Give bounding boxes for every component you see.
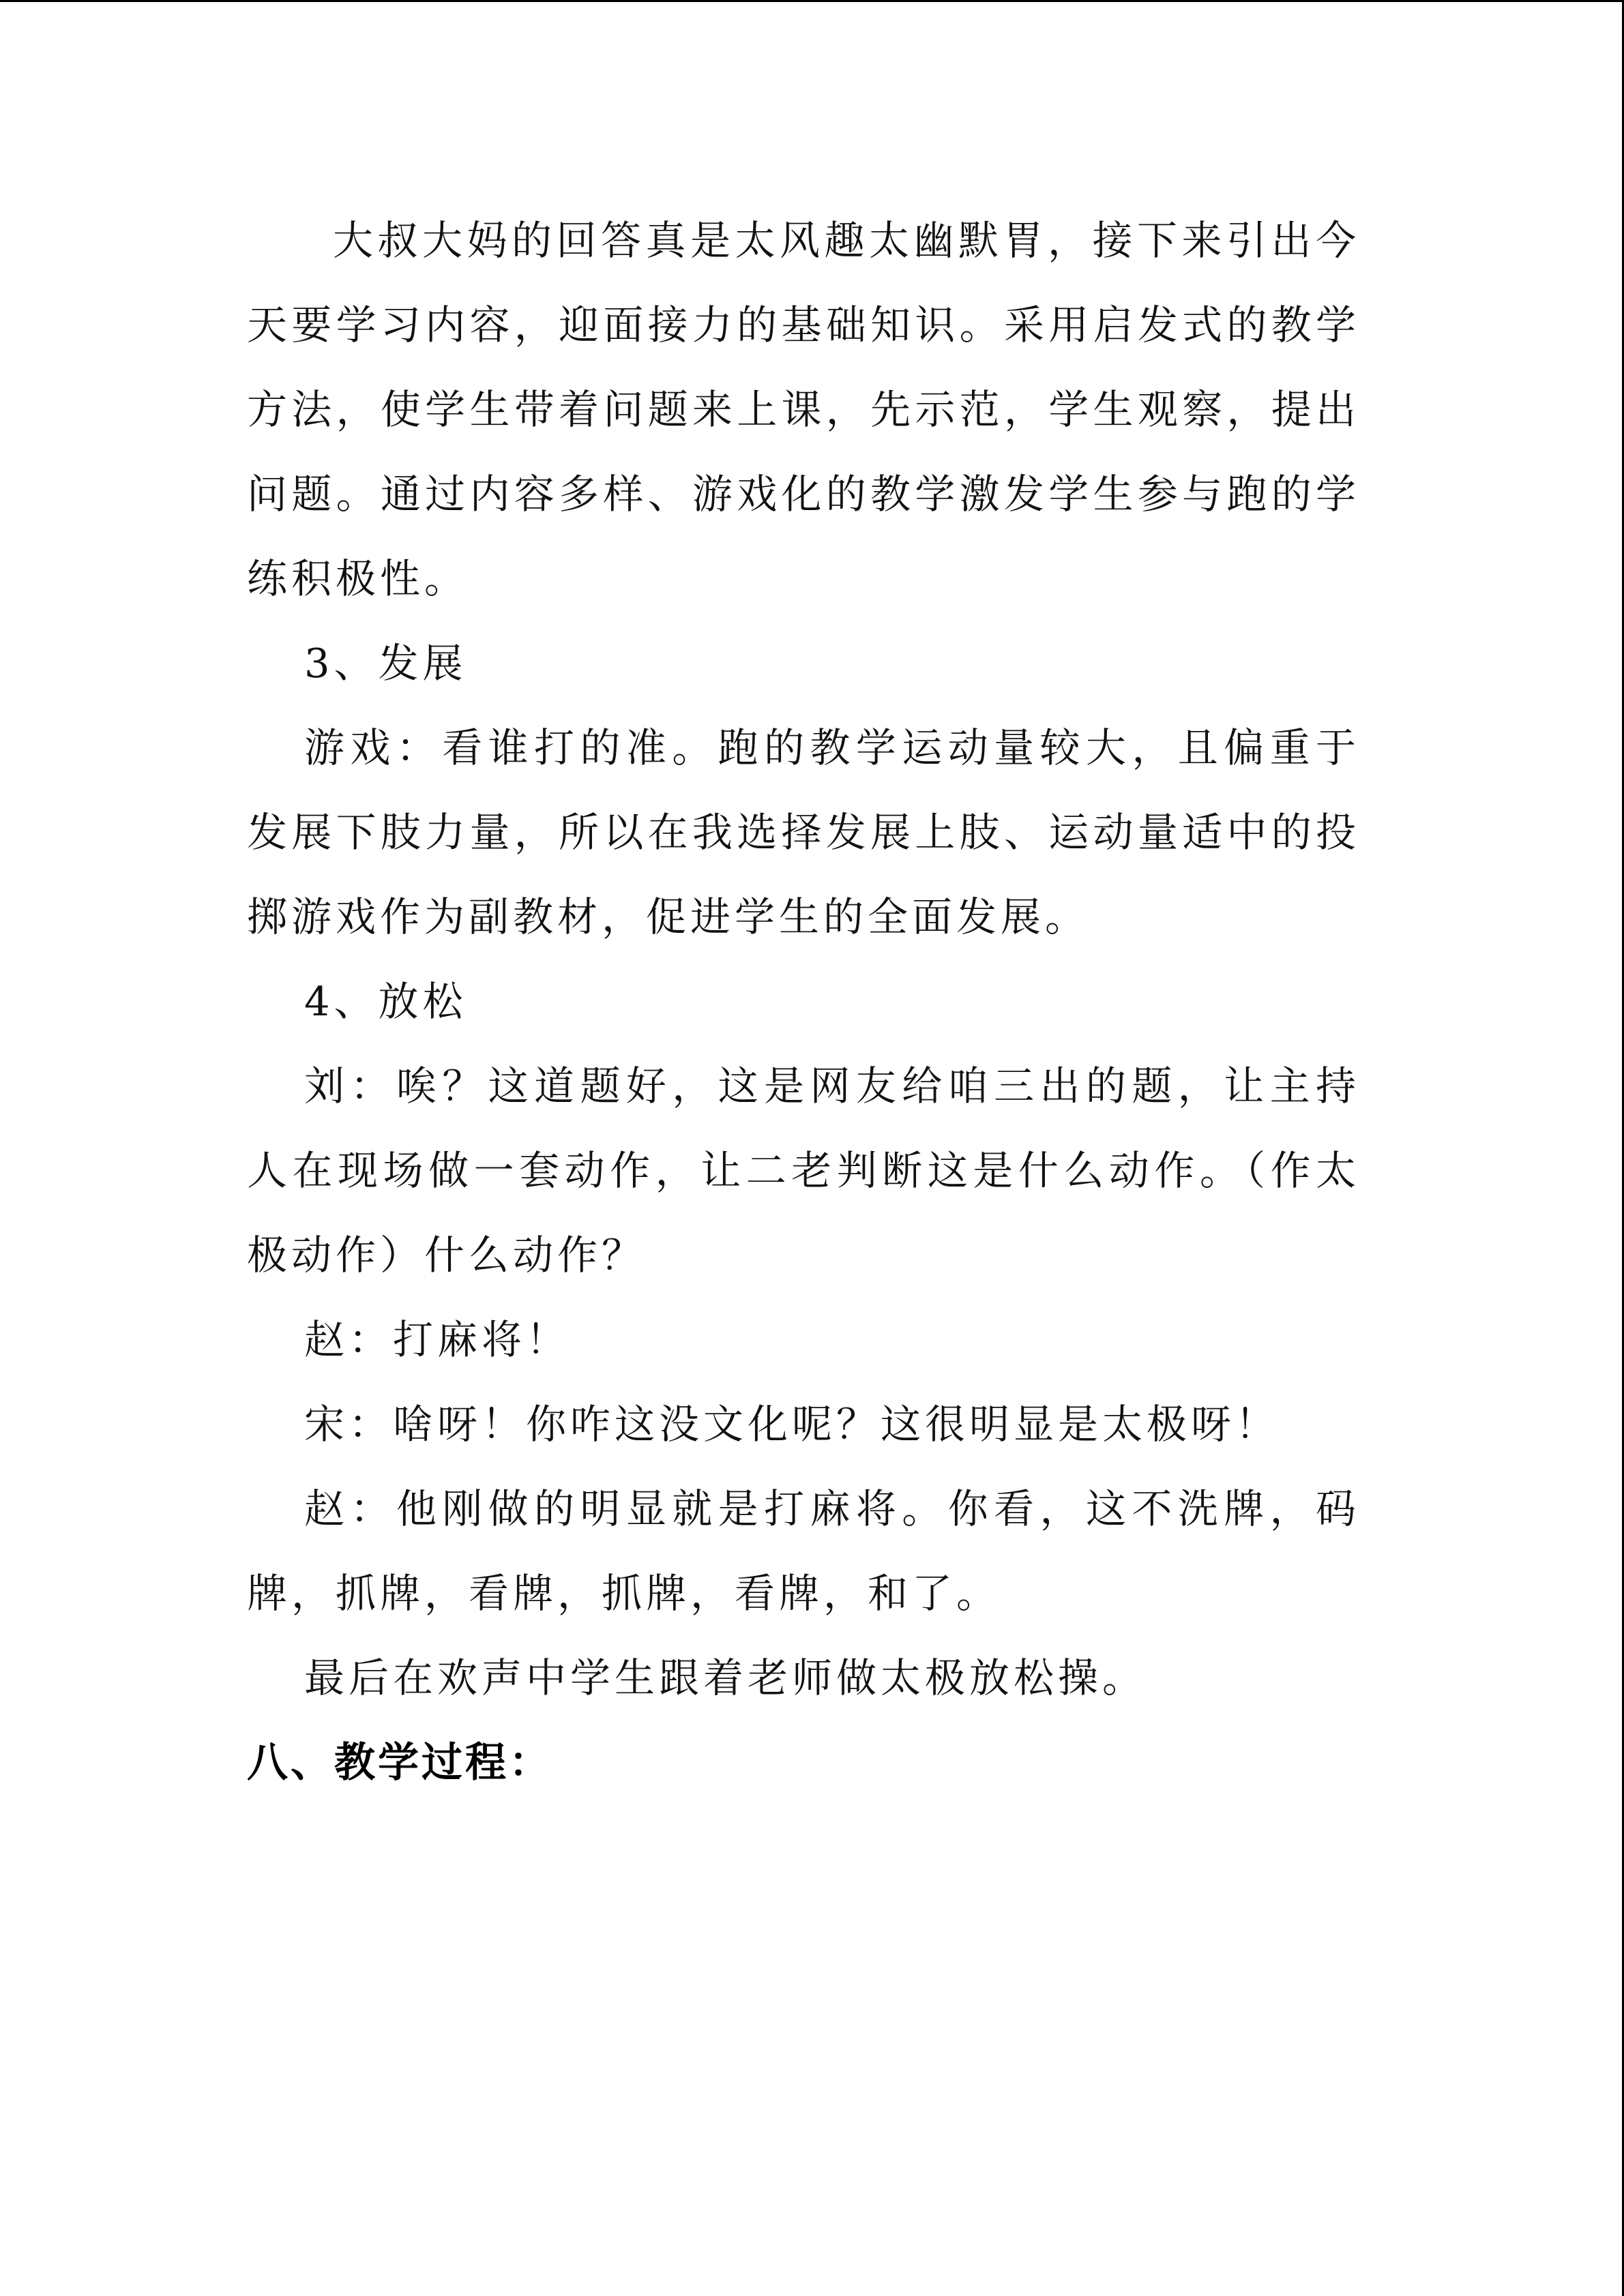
paragraph-dialogue-liu: 刘：唉？这道题好，这是网友给咱三出的题，让主持人在现场做一套动作，让二老判断这是什么动作。（作太极动作）什么动作？ xyxy=(247,1062,1360,1279)
paragraph-dialogue-song: 宋：啥呀！你咋这没文化呢？这很明显是太极呀！ xyxy=(304,1401,1280,1448)
paragraph-dialogue-zhao-1: 赵：打麻将！ xyxy=(304,1316,571,1363)
section-heading: 八、教学过程： xyxy=(247,1739,552,1787)
paragraph-game: 游戏：看谁打的准。跑的教学运动量较大，且偏重于发展下肢力量，所以在我选择发展上肢、运动量适中的投掷游戏作为副教材，促进学生的全面发展。 xyxy=(247,724,1360,940)
paragraph-intro: 大叔大妈的回答真是太风趣太幽默胃，接下来引出今天要学习内容，迎面接力的基础知识。采用启发式的教学方法，使学生带着问题来上课，先示范，学生观察，提出问题。通过内容多样、游戏化的教学激发学生参与跑的学练积极性。 xyxy=(247,217,1360,602)
paragraph-dialogue-zhao-2: 赵：他刚做的明显就是打麻将。你看，这不洗牌，码牌，抓牌，看牌，抓牌，看牌，和了。 xyxy=(247,1485,1360,1617)
subheading-development: 3、发展 xyxy=(304,640,467,687)
subheading-relax: 4、放松 xyxy=(304,978,467,1025)
paragraph-conclusion: 最后在欢声中学生跟着老师做太极放松操。 xyxy=(304,1654,1147,1701)
document-body xyxy=(247,198,1360,1805)
